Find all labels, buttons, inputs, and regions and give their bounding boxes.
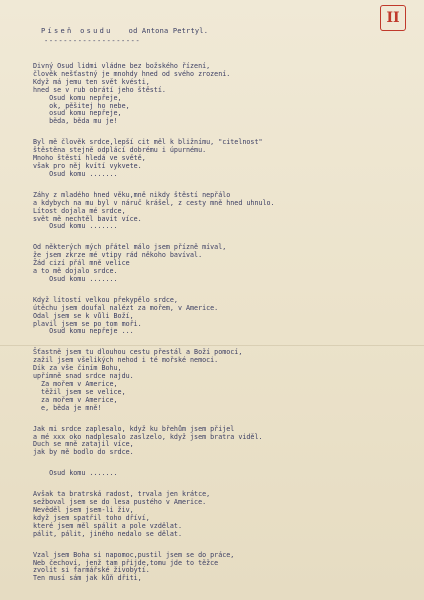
stanza	[33, 470, 393, 478]
stanza	[33, 426, 393, 458]
poem-line: Osud komu nepřeje,	[33, 93, 122, 102]
stanza	[33, 491, 393, 538]
poem-line: Odal jsem se k vůli Boží,	[33, 311, 134, 320]
poem-line: Osud komu .......	[33, 274, 118, 283]
poem-line: Osud komu nepřeje ...	[33, 327, 134, 336]
poem-line: upřímně snad srdce najdu.	[33, 372, 134, 381]
poem-line: štěstěna stejně odplácí dobrému i úpurnému.	[33, 146, 207, 155]
poem-title: Píseň osudu	[41, 27, 113, 35]
poem-line: když jsem spatřil toho dříví,	[33, 513, 150, 522]
poem-line: Osud komu .......	[33, 222, 118, 231]
poem-line: osud komu nepřeje,	[33, 109, 122, 118]
poem-line: útěchu jsem doufal nalézt za mořem, v Americe.	[33, 303, 219, 312]
poem-body	[33, 63, 393, 589]
poem-line: svět mě nechtěl bavit více.	[33, 214, 142, 223]
document-header	[41, 27, 208, 35]
poem-line: hned se v rub obrátí jeho štěstí.	[33, 85, 166, 94]
poem-line: Od některých mých přátel málo jsem přízně míval,	[33, 243, 227, 252]
stanza	[33, 297, 393, 337]
poem-line: za mořem v Americe,	[33, 395, 118, 404]
poem-line: pálit, pálit, jiného nedalo se dělat.	[33, 529, 182, 538]
poem-author: od Antona Petrtyl.	[128, 27, 209, 35]
poem-line: ok, pěšitej ho nebe,	[33, 101, 130, 110]
poem-line: zvolit si farmářské živobytí.	[33, 566, 150, 575]
stanza	[33, 139, 393, 179]
poem-line: Divný Osud lidmi vládne bez božského řízení,	[33, 62, 211, 70]
poem-line: Vzal jsem Boha si napomoc,pustil jsem se do práce,	[33, 550, 235, 559]
poem-line: Osud komu .......	[33, 169, 118, 178]
poem-line: těžil jsem se velice,	[33, 387, 126, 396]
poem-line: Záhy z mladého hned věku,mně nikdy štěstí nepřálo	[33, 190, 231, 199]
poem-line: plavil jsem se po tom moři.	[33, 319, 142, 328]
poem-line: jak by mě bodlo do srdce.	[33, 448, 134, 457]
page-number-stamp: II	[380, 5, 406, 31]
poem-line: člověk nešťastný je mnohdy hned od svého zrození.	[33, 69, 231, 78]
poem-line: a kdybych na mu byl v náruč krášel, z cesty mně hned uhnulo.	[33, 198, 275, 207]
poem-line: a mé xxx oko nadplesalo zaslzelo, když jsem bratra viděl.	[33, 432, 263, 441]
poem-line: Avšak ta bratrská radost, trvala jen krátce,	[33, 490, 211, 499]
stanza	[33, 552, 393, 584]
poem-line: Nevěděl jsem jsem-li živ,	[33, 505, 134, 514]
poem-line: Lítost dojala mé srdce,	[33, 206, 126, 215]
poem-line: Mnoho štěstí hledá ve světě,	[33, 154, 146, 163]
poem-line: Když lítostí velkou překypělo srdce,	[33, 295, 178, 304]
stanza	[33, 192, 393, 232]
title-underline: --------------------	[44, 37, 141, 45]
poem-line: Byl mě člověk srdce,lepší cit měl k bližnímu, "citelnost"	[33, 138, 263, 147]
poem-line: Neb čechoví, jenž tam přijde,tomu jde to těžce	[33, 558, 219, 567]
poem-line: že jsem zkrze mé vtipy rád někoho bavíval.	[33, 251, 203, 260]
poem-line: a to mě dojalo srdce.	[33, 267, 118, 276]
poem-line: Duch se mně zatajil více,	[33, 440, 134, 449]
poem-line: zažil jsem všelikých nehod i té mořské nemoci.	[33, 356, 219, 365]
poem-line: však pro něj kvítí vykvete.	[33, 161, 142, 170]
poem-line: Žád cizí přál mně velice	[33, 259, 130, 268]
poem-line: Když má jemu ten svět kvésti,	[33, 77, 150, 86]
poem-line: Šťastně jsem tu dlouhou cestu přestál a Boží pomocí,	[33, 348, 243, 357]
poem-line: Jak mi srdce zaplesalo, když ku břehům jsem přijel	[33, 424, 235, 433]
poem-line: Ten musí sám jak kůň dřiti,	[33, 574, 142, 583]
stanza	[33, 63, 393, 126]
poem-line: sežboval jsem se do lesa pustého v Americe.	[33, 498, 207, 507]
poem-line: Za mořem v Americe,	[33, 380, 118, 388]
poem-line: které jsem měl spálit a pole vzdělat.	[33, 521, 182, 530]
poem-line: e, běda je mně!	[33, 403, 102, 412]
stanza	[33, 349, 393, 412]
poem-line: Osud komu .......	[33, 469, 118, 478]
poem-line: běda, běda mu je!	[33, 117, 118, 126]
poem-line: Dík za vše činím Bohu,	[33, 364, 122, 373]
stanza	[33, 244, 393, 284]
